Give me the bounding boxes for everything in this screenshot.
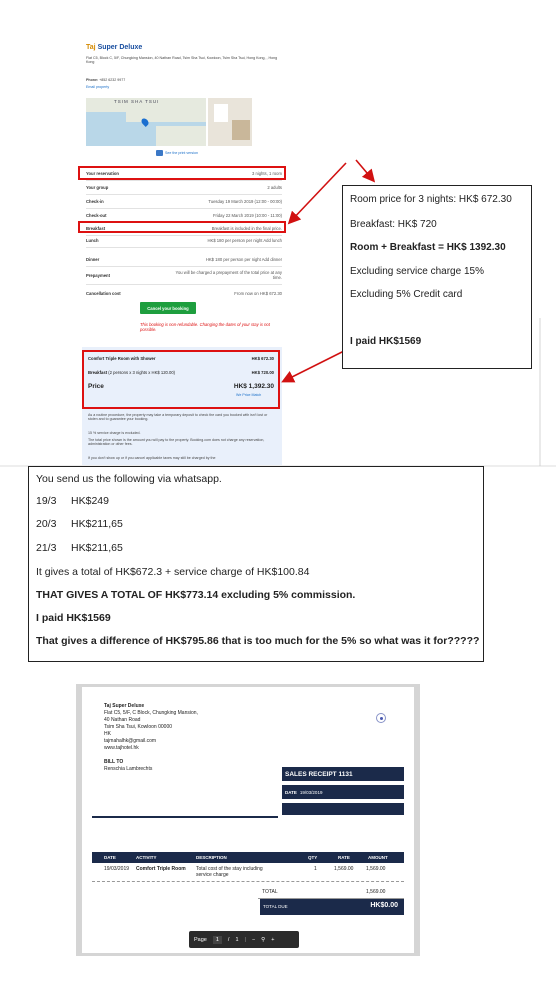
pager-current[interactable]: 1 <box>213 936 222 944</box>
room-price-row: Comfort Triple Room with Shower HK$ 672.30 <box>88 356 274 361</box>
zoom-out-icon[interactable]: − <box>251 936 256 943</box>
footnote-deposit: As a routine procedure, the property may take a temporary deposit to check the card you booked with isn't lost or stolen and to guarantee your booking. <box>88 413 268 421</box>
note-service-charge: Excluding service charge 15% <box>350 266 484 277</box>
non-refundable-note: This booking is non-refundable. Changing the dates of your stay is not possible. <box>140 322 270 332</box>
receipt-addr-3: Tsim Sha Tsui, Kowloon 00000 <box>104 724 173 730</box>
note-room-price: Room price for 3 nights: HK$ 672.30 <box>350 194 512 205</box>
cancel-booking-button[interactable]: Cancel your booking <box>140 302 196 314</box>
email-property-link[interactable]: Email property <box>86 85 110 89</box>
msg-intro: You send us the following via whatsapp. <box>36 473 222 485</box>
total-due-bar: TOTAL DUE HK$0.00 <box>260 899 404 915</box>
pager-total: 1 <box>235 936 239 943</box>
row-breakfast: Breakfast Breakfast is included in the final price. <box>86 221 282 236</box>
arrow-to-breakfast <box>290 163 346 222</box>
msg-day-3: 21/3 HK$211,65 <box>36 542 123 554</box>
pager-separator: / <box>227 936 230 943</box>
msg-day-1: 19/3 HK$249 <box>36 495 109 507</box>
hotel-phone: Phone: +852 6232 9977 <box>86 78 126 82</box>
pdf-pager-toolbar: Page 1 / 1 | − ⚲ + <box>189 931 299 948</box>
msg-paid: I paid HK$1569 <box>36 612 111 624</box>
msg-day-2: 20/3 HK$211,65 <box>36 518 123 530</box>
message-box <box>28 466 484 662</box>
receipt-company: Taj Super Deluxe <box>104 703 145 709</box>
total-label: TOTAL <box>262 889 278 895</box>
receipt-spacer-bar <box>282 803 404 815</box>
receipt-date-bar: DATE 19/03/2019 <box>282 785 404 799</box>
note-credit-card: Excluding 5% Credit card <box>350 289 463 300</box>
msg-grand-total: THAT GIVES A TOTAL OF HK$773.14 excluding 5% commission. <box>36 589 356 601</box>
customer-name: Renschia Lambrechts <box>104 766 153 772</box>
pager-label: Page <box>194 936 207 943</box>
price-note-box <box>342 185 532 369</box>
total-price-row: Price HK$ 1,392.30 <box>88 383 274 390</box>
row-reservation: Your reservation 3 nights, 1 room <box>86 166 282 181</box>
price-match-link[interactable]: We Price Match <box>236 393 262 397</box>
map-label: TSIM SHA TSUI <box>114 99 160 104</box>
zoom-icon[interactable]: ⚲ <box>261 936 266 943</box>
footnote-total: The total price shown is the amount you will pay to the property. Booking.com does not charge any reservation, administration or other fees. <box>88 438 265 446</box>
row-cancellation: Cancellation cost From now on HK$ 672.30 <box>86 290 282 296</box>
receipt-addr-1: Flat C5, 5/F, C Block, Chungking Mansion, <box>104 710 198 716</box>
row-lunch: Lunch HK$ 180 per person per night Add lunch <box>86 233 282 248</box>
footnote-service: 15 % service charge is excluded. <box>88 431 141 435</box>
row-dinner: Dinner HK$ 180 per person per night Add dinner <box>86 252 282 267</box>
arrow-to-price <box>284 348 350 381</box>
receipt-web: www.tajhotel.hk <box>104 745 139 751</box>
row-prepayment: Prepayment You will be charged a prepayment of the total price at any time. <box>86 266 282 285</box>
note-breakfast: Breakfast: HK$ 720 <box>350 219 437 230</box>
msg-total: It gives a total of HK$672.3 + service charge of HK$100.84 <box>36 566 310 578</box>
arrow-to-note <box>356 160 373 180</box>
print-version-link[interactable]: See the print version <box>165 151 198 155</box>
hotel-logo <box>376 713 386 723</box>
bill-to-label: BILL TO <box>104 759 124 765</box>
receipt-addr-4: HK <box>104 731 111 737</box>
row-checkout: Check-out Friday 22 March 2019 (10:00 - 11:00) <box>86 208 282 223</box>
row-group: Your group 2 adults <box>86 180 282 195</box>
receipt-viewer <box>76 684 420 956</box>
receipt-title: SALES RECEIPT 1131 <box>282 767 404 781</box>
hotel-address: Flat C5, Block C, 5/F, Chungking Mansion, 40 Nathan Road, Tsim Sha Tsui, Kowloon, Tsim Sha Tsui, Hong Kong, , Hong Kong <box>86 56 278 64</box>
note-paid: I paid HK$1569 <box>350 336 422 347</box>
receipt-divider <box>92 816 278 818</box>
breakfast-price-row: Breakfast (2 persons x 3 nights x HK$ 120.00) HK$ 720.00 <box>88 370 274 375</box>
zoom-in-icon[interactable]: + <box>271 936 275 943</box>
receipt-table-header: DATE ACTIVITY DESCRIPTION QTY RATE AMOUNT <box>92 852 404 863</box>
receipt-email: tajmahalhk@gmail.com <box>104 738 157 744</box>
note-room-breakfast: Room + Breakfast = HK$ 1392.30 <box>350 242 506 253</box>
msg-difference: That gives a difference of HK$795.86 that is too much for the 5% so what was it for????? <box>36 635 480 647</box>
hotel-title: Taj Super Deluxe <box>86 44 143 51</box>
total-value: 1,569.00 <box>366 889 386 895</box>
receipt-addr-2: 40 Nathan Road <box>104 717 141 723</box>
row-checkin: Check-in Tuesday 19 March 2019 (12:00 - 00:00) <box>86 194 282 209</box>
footnote-noshow: If you don't show up or if you cancel applicable taxes may still be charged by the <box>88 456 216 460</box>
receipt-page: Taj Super Deluxe Flat C5, 5/F, C Block, Chungking Mansion, 40 Nathan Road Tsim Sha Tsui, Kowloon 00000 HK tajmahalhk@gmail.com www.tajhotel.hk BILL TO Renschia Lambrechts SALES RECEIPT 1131 DATE 19/03/2019 DATE ACTIVITY DESCRIPTION QTY RATE AMOUNT 19/03/2019 Comfort Triple Room Total cost of the stay including service charge 1 1,569.00 1,569.00 TOTAL 1,569.00 TOTAL DUE HK$0.00 <box>82 687 414 953</box>
